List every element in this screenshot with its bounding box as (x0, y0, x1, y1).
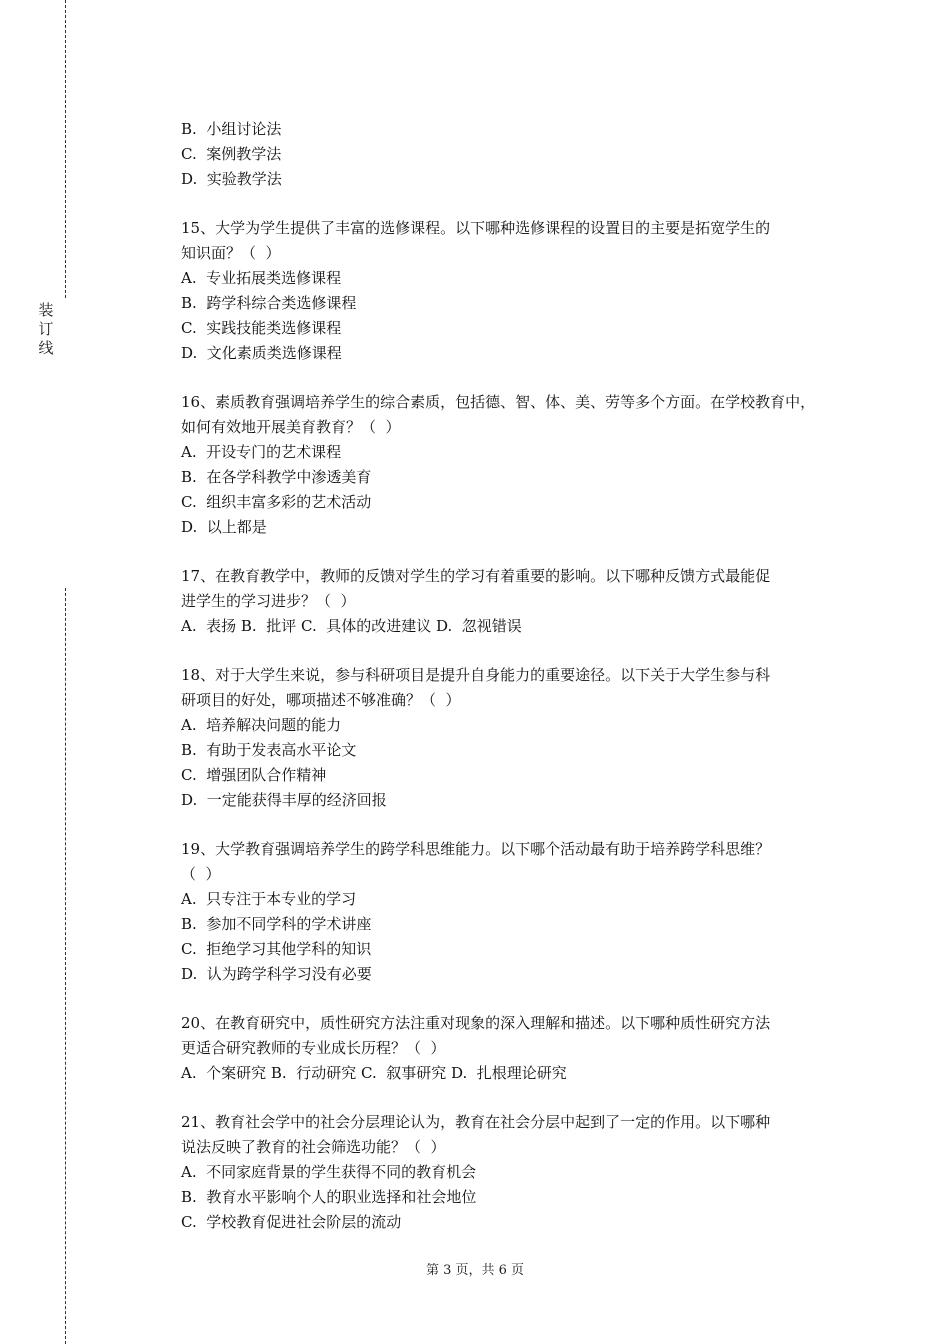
binding-line-bottom (65, 588, 66, 1344)
option-a: A. 培养解决问题的能力 (181, 716, 342, 734)
exam-content (181, 117, 841, 1259)
question-stem: 如何有效地开展美育教育？（ ） (181, 418, 401, 436)
option-c: C. 案例教学法 (181, 145, 282, 163)
question-stem: 更适合研究教师的专业成长历程？（ ） (181, 1039, 446, 1057)
option-c: C. 学校教育促进社会阶层的流动 (181, 1213, 402, 1231)
question-20 (181, 1011, 841, 1086)
option-a: A. 只专注于本专业的学习 (181, 890, 357, 908)
question-stem: 20、在教育研究中，质性研究方法注重对现象的深入理解和描述。以下哪种质性研究方法 (181, 1014, 771, 1032)
option-a: A. 开设专门的艺术课程 (181, 443, 342, 461)
question-stem: 说法反映了教育的社会筛选功能？（ ） (181, 1138, 446, 1156)
binding-label (36, 301, 56, 358)
binding-char: 线 (38, 339, 54, 357)
question-stem: 研项目的好处，哪项描述不够准确？（ ） (181, 691, 461, 709)
question-stem: 16、素质教育强调培养学生的综合素质，包括德、智、体、美、劳等多个方面。在学校教育中， (181, 393, 816, 411)
option-a: A. 不同家庭背景的学生获得不同的教育机会 (181, 1163, 477, 1181)
question-18 (181, 663, 841, 813)
option-a: A. 专业拓展类选修课程 (181, 269, 342, 287)
question-stem: 15、大学为学生提供了丰富的选修课程。以下哪种选修课程的设置目的主要是拓宽学生的 (181, 219, 771, 237)
binding-line-top (65, 0, 66, 298)
option-c: C. 组织丰富多彩的艺术活动 (181, 493, 372, 511)
option-b: B. 在各学科教学中渗透美育 (181, 468, 372, 486)
binding-char: 订 (38, 320, 54, 338)
option-d: D. 文化素质类选修课程 (181, 344, 342, 362)
binding-char: 装 (38, 301, 54, 319)
question-stem: 知识面？（ ） (181, 244, 281, 262)
option-d: D. 认为跨学科学习没有必要 (181, 965, 372, 983)
option-b: B. 小组讨论法 (181, 120, 282, 138)
question-stem: 18、对于大学生来说，参与科研项目是提升自身能力的重要途径。以下关于大学生参与科 (181, 666, 771, 684)
option-b: B. 教育水平影响个人的职业选择和社会地位 (181, 1188, 477, 1206)
options-inline: A. 个案研究 B. 行动研究 C. 叙事研究 D. 扎根理论研究 (181, 1064, 567, 1082)
question-stem: 17、在教育教学中，教师的反馈对学生的学习有着重要的影响。以下哪种反馈方式最能促 (181, 567, 771, 585)
option-b: B. 有助于发表高水平论文 (181, 741, 357, 759)
question-16 (181, 390, 841, 540)
question-21 (181, 1110, 841, 1235)
page-number: 第 3 页，共 6 页 (425, 1263, 525, 1278)
option-d: D. 实验教学法 (181, 170, 282, 188)
option-c: C. 增强团队合作精神 (181, 766, 327, 784)
question-15 (181, 216, 841, 366)
question-stem: 21、教育社会学中的社会分层理论认为，教育在社会分层中起到了一定的作用。以下哪种 (181, 1113, 771, 1131)
option-d: D. 一定能获得丰厚的经济回报 (181, 791, 387, 809)
question-stem: 19、大学教育强调培养学生的跨学科思维能力。以下哪个活动最有助于培养跨学科思维？ (181, 840, 771, 858)
question-17 (181, 564, 841, 639)
options-inline: A. 表扬 B. 批评 C. 具体的改进建议 D. 忽视错误 (181, 617, 522, 635)
question-stem: （ ） (181, 865, 221, 883)
option-c: C. 实践技能类选修课程 (181, 319, 342, 337)
carryover-options (181, 117, 841, 192)
option-b: B. 跨学科综合类选修课程 (181, 294, 357, 312)
question-19 (181, 837, 841, 987)
option-c: C. 拒绝学习其他学科的知识 (181, 940, 372, 958)
question-stem: 进学生的学习进步？（ ） (181, 592, 356, 610)
option-d: D. 以上都是 (181, 518, 267, 536)
option-b: B. 参加不同学科的学术讲座 (181, 915, 372, 933)
